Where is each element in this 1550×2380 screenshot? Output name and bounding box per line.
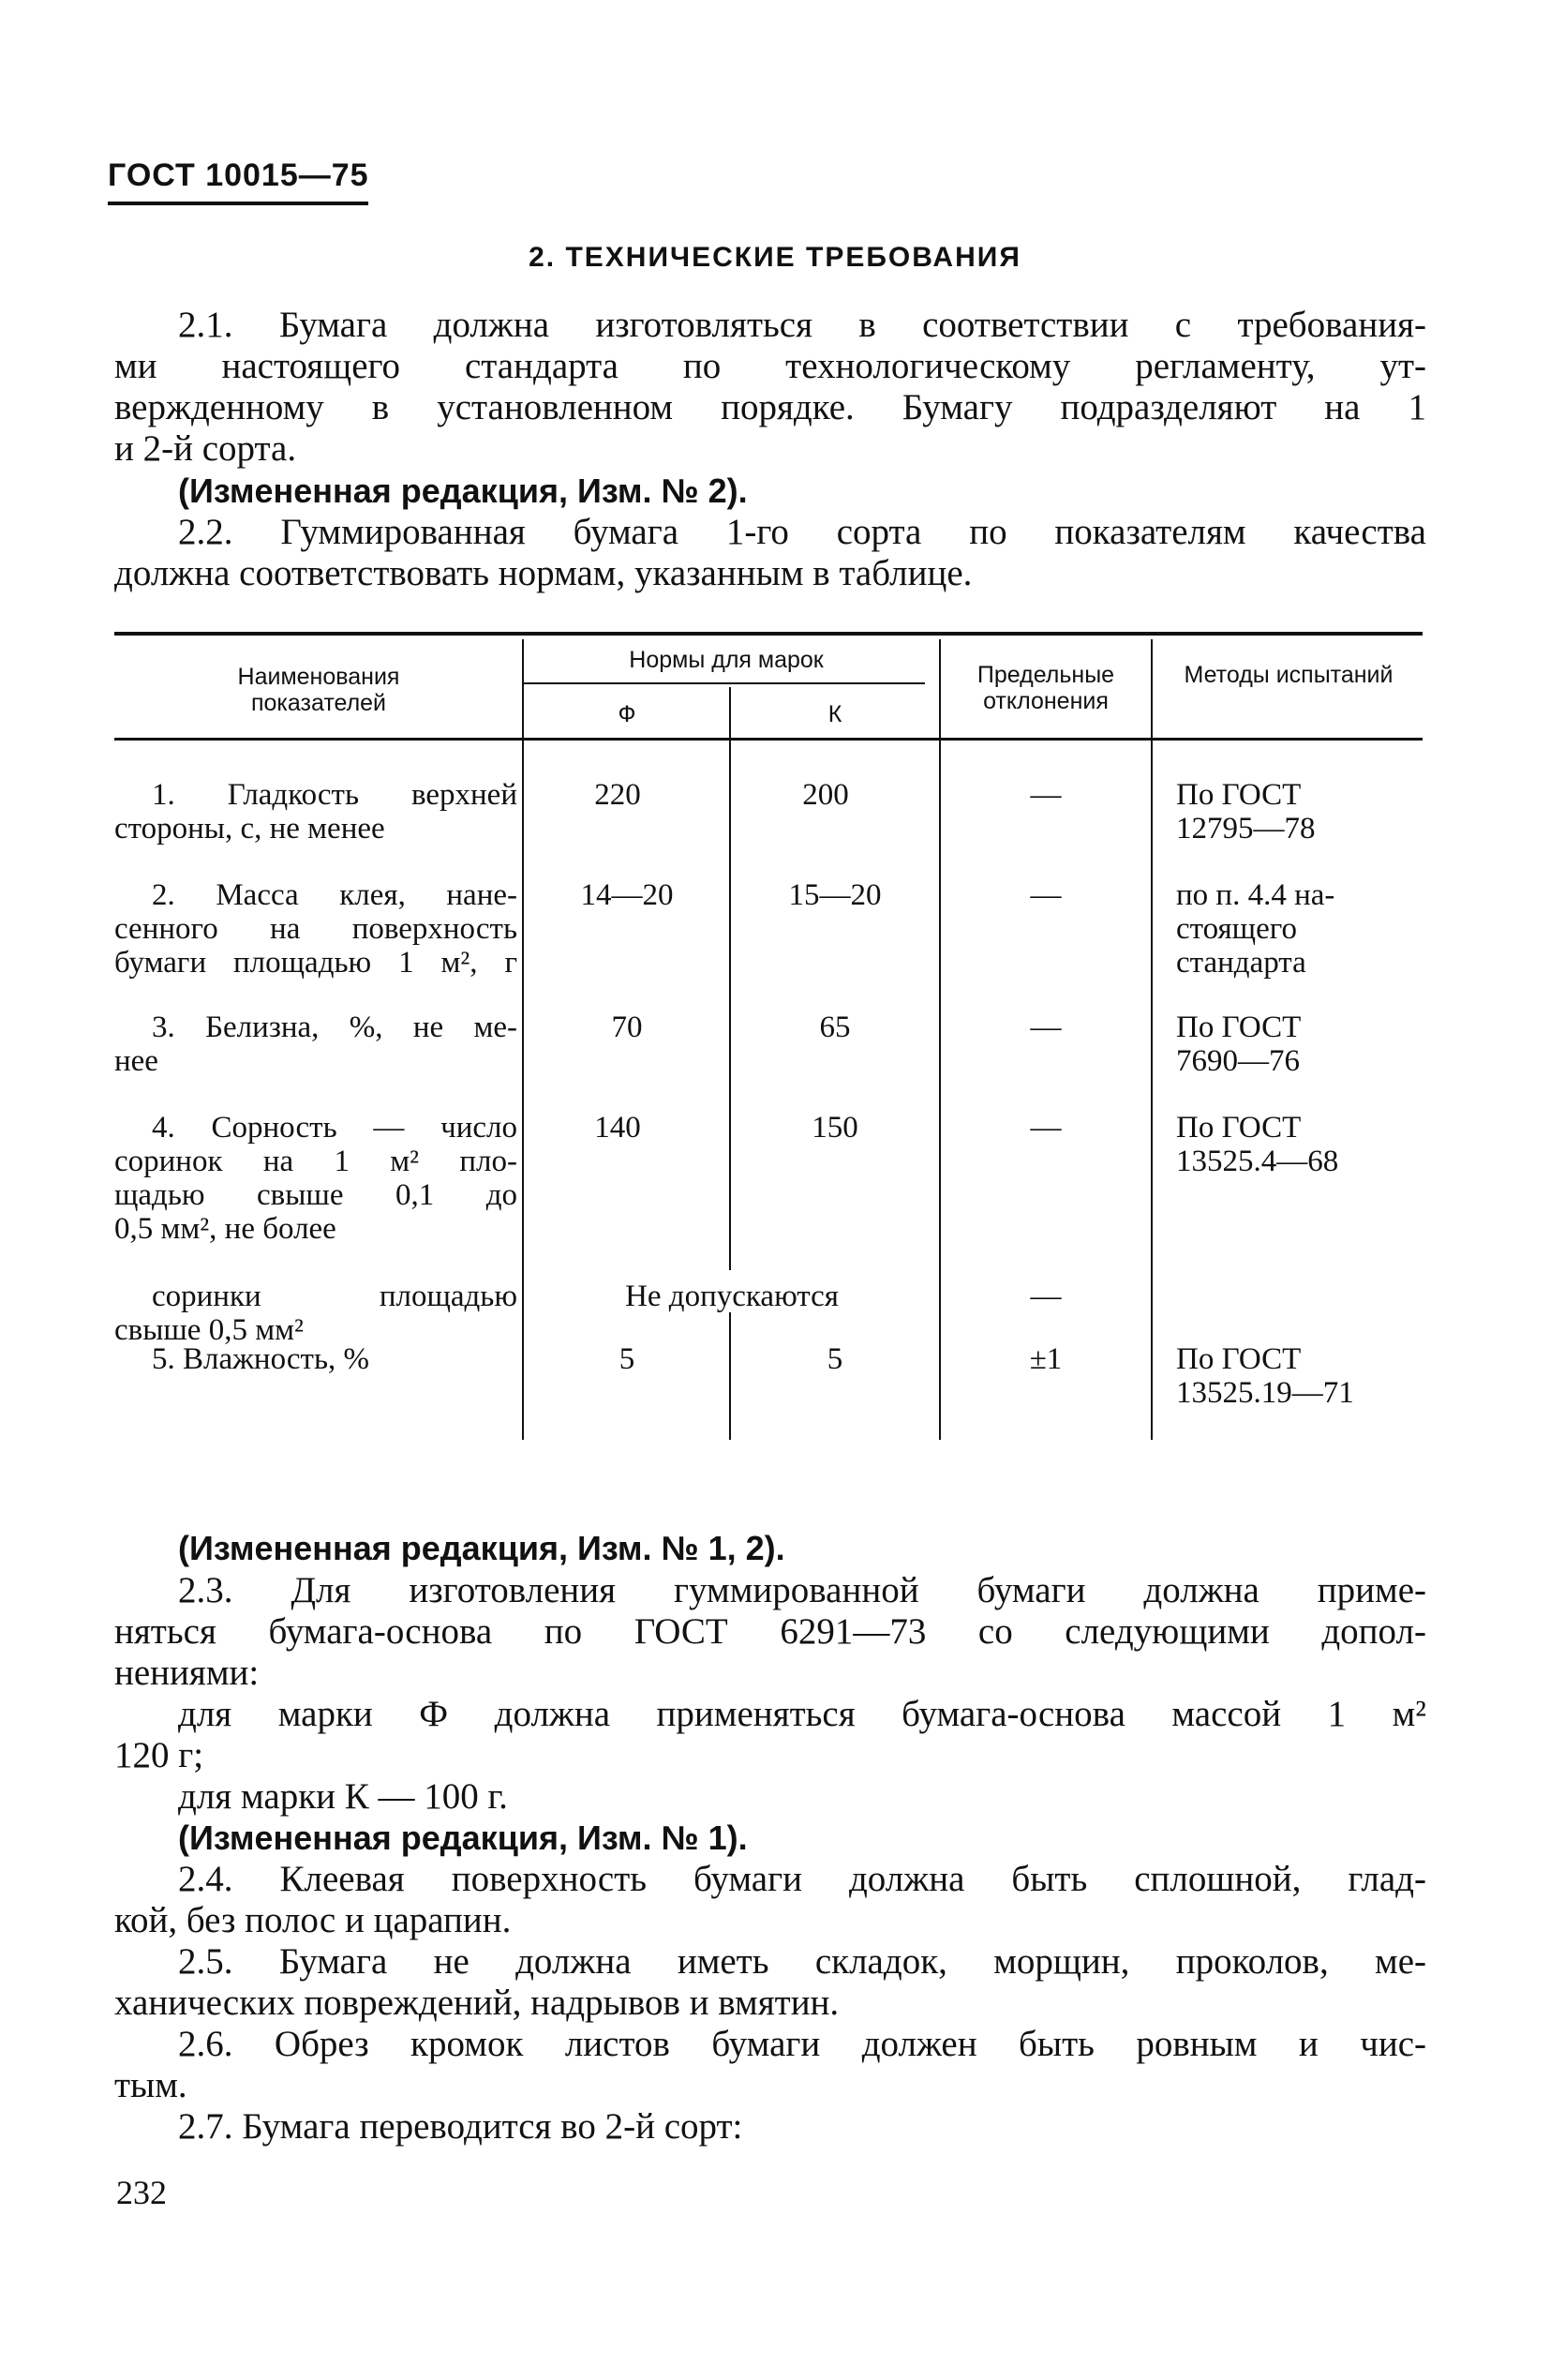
- table-row-4b-name: соринки площадью свыше 0,5 мм²: [114, 1280, 517, 1347]
- table-top-rule: [114, 632, 1423, 636]
- p2-3-line-1: 2.3. Для изготовления гуммированной бумаги должна приме-: [178, 1570, 1426, 1610]
- table-row-1-k: 200: [802, 778, 849, 812]
- p2-1-line-1: 2.1. Бумага должна изготовляться в соответствии с требования-: [178, 305, 1426, 345]
- th-brand-f: Ф: [618, 701, 636, 727]
- document-code: ГОСТ 10015—75: [108, 157, 369, 193]
- table-row-3-name: 3. Белизна, %, не ме- нее: [114, 1010, 517, 1078]
- table-row-5-name: 5. Влажность, %: [152, 1342, 370, 1376]
- table-row-2-k: 15—20: [788, 878, 882, 912]
- p2-1-line-2: ми настоящего стандарта по технологическому регламенту, ут-: [114, 346, 1426, 386]
- p2-5-line-2: ханических повреждений, надрывов и вмятин.: [114, 1983, 840, 2023]
- table-col-divider-1: [522, 639, 524, 1440]
- table-norms-rule: [522, 682, 925, 684]
- th-brand-k: К: [827, 701, 842, 727]
- table-row-5-dev: ±1: [1029, 1342, 1063, 1376]
- p2-7-line-1: 2.7. Бумага переводится во 2-й сорт:: [178, 2106, 743, 2147]
- p2-4-line-2: кой, без полос и царапин.: [114, 1900, 512, 1940]
- page-number: 232: [116, 2174, 167, 2211]
- table-amendment: (Измененная редакция, Изм. № 1, 2).: [178, 1529, 785, 1567]
- table-col-divider-2b: [729, 1312, 731, 1440]
- table-row-3-dev: —: [1030, 1010, 1062, 1044]
- table-row-5-f: 5: [619, 1342, 635, 1376]
- table-col-divider-2a: [729, 687, 731, 1270]
- p2-1-amendment: (Измененная редакция, Изм. № 2).: [178, 472, 748, 510]
- table-row-2-method: по п. 4.4 на- стоящего стандарта: [1176, 878, 1335, 980]
- table-row-2-f: 14—20: [580, 878, 674, 912]
- table-row-1-dev: —: [1030, 778, 1062, 812]
- table-row-1-method: По ГОСТ 12795—78: [1176, 778, 1316, 846]
- table-col-divider-3: [939, 639, 941, 1440]
- table-row-3-k: 65: [819, 1010, 851, 1044]
- table-row-4-name: 4. Сорность — число соринок на 1 м² пло- щадью свыше 0,1 до 0,5 мм², не более: [114, 1111, 517, 1246]
- section-title: 2. ТЕХНИЧЕСКИЕ ТРЕБОВАНИЯ: [529, 242, 1021, 273]
- p2-3-line-3: нениями:: [114, 1653, 260, 1693]
- table-row-2-name: 2. Масса клея, нане- сенного на поверхность бумаги площадью 1 м², г: [114, 878, 517, 980]
- table-row-4-method: По ГОСТ 13525.4—68: [1176, 1111, 1339, 1178]
- p2-3-line-2: няться бумага-основа по ГОСТ 6291—73 со следующими допол-: [114, 1611, 1426, 1652]
- th-norms: Нормы для марок: [629, 647, 824, 673]
- table-header-rule: [114, 738, 1423, 741]
- p2-3-amendment: (Измененная редакция, Изм. № 1).: [178, 1819, 748, 1857]
- p2-6-line-2: тым.: [114, 2065, 187, 2105]
- p2-2-line-2: должна соответствовать нормам, указанным в таблице.: [114, 553, 973, 593]
- table-row-5-k: 5: [827, 1342, 843, 1376]
- table-row-1-name: 1. Гладкость верхней стороны, с, не менее: [114, 778, 517, 846]
- p2-4-line-1: 2.4. Клеевая поверхность бумаги должна быть сплошной, глад-: [178, 1859, 1426, 1899]
- p2-3-line-5: 120 г;: [114, 1735, 204, 1775]
- table-row-4-f: 140: [594, 1111, 641, 1145]
- p2-5-line-1: 2.5. Бумага не должна иметь складок, морщин, проколов, ме-: [178, 1941, 1426, 1982]
- p2-1-line-4: и 2-й сорта.: [114, 428, 297, 469]
- p2-3-line-6: для марки К — 100 г.: [178, 1776, 508, 1817]
- p2-2-line-1: 2.2. Гуммированная бумага 1-го сорта по показателям качества: [178, 512, 1426, 552]
- table-row-4b-merged: Не допускаются: [625, 1280, 839, 1313]
- p2-1-line-3: вержденному в установленном порядке. Бумагу подразделяют на 1: [114, 387, 1426, 427]
- table-row-4-dev: —: [1030, 1111, 1062, 1145]
- table-row-3-f: 70: [611, 1010, 643, 1044]
- th-methods: Методы испытаний: [1184, 662, 1394, 688]
- table-col-divider-4: [1151, 639, 1153, 1440]
- p2-6-line-1: 2.6. Обрез кромок листов бумаги должен быть ровным и чис-: [178, 2024, 1426, 2064]
- table-row-5-method: По ГОСТ 13525.19—71: [1176, 1342, 1354, 1410]
- th-name: Наименования показателей: [237, 664, 400, 716]
- p2-3-line-4: для марки Ф должна применяться бумага-основа массой 1 м²: [178, 1694, 1426, 1734]
- table-row-4b-dev: —: [1030, 1280, 1062, 1313]
- th-deviation: Предельные отклонения: [976, 662, 1115, 714]
- table-row-3-method: По ГОСТ 7690—76: [1176, 1010, 1302, 1078]
- table-row-4-k: 150: [812, 1111, 858, 1145]
- table-row-2-dev: —: [1030, 878, 1062, 912]
- table-row-1-f: 220: [594, 778, 641, 812]
- header-rule: [108, 202, 368, 205]
